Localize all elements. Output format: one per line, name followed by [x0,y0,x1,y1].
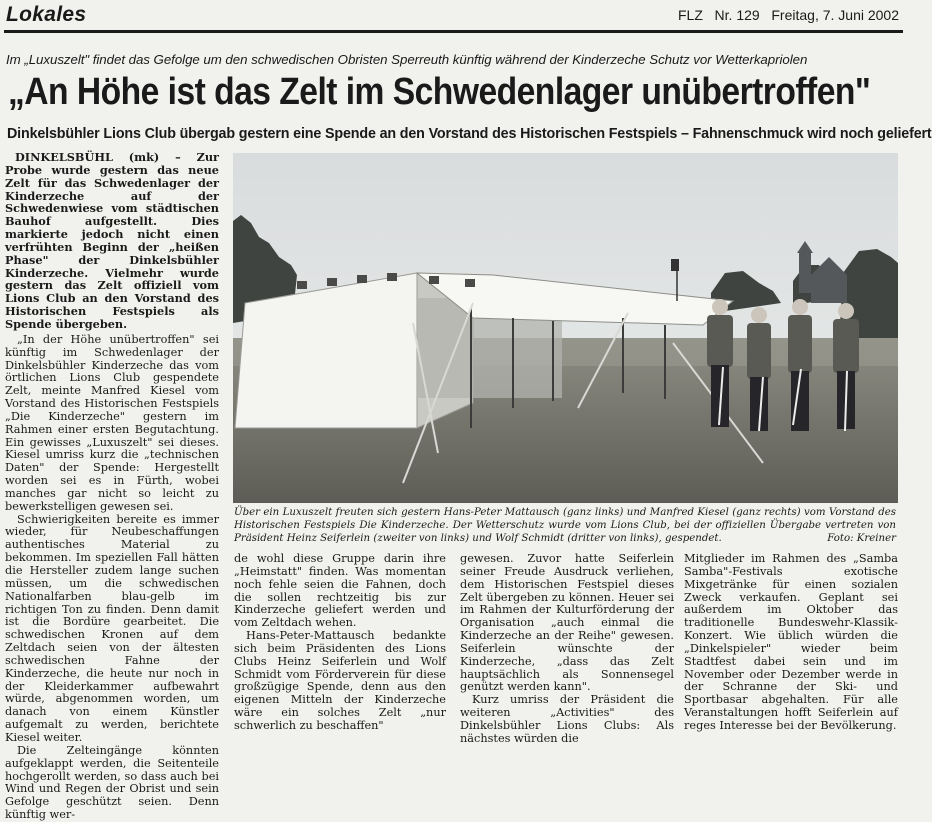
article-column-3 [460,552,674,745]
lead-text: Zur Probe wurde gestern das neue Zelt für das Schwedenlager der Kinderzeche auf der Schwedenwiese vom städtischen Bauhof aufgestellt. Dies markierte jedoch nicht einen verfrühten Beginn der „heißen Phase" der Dinkelsbühler Kinderzeche. Vielmehr wurde gestern das Zelt offiziell vom Lions Club an den Vorstand des Historischen Festspiels als Spende übergeben. [5,150,219,331]
article-subheadline: Dinkelsbühler Lions Club übergab gestern eine Spende an den Vorstand des Historischen Festspiels – Fahnenschmuck wird noch geliefert [7,126,932,142]
article-photo [233,153,898,503]
body-paragraph: Hans-Peter-Mattausch bedankte sich beim Präsidenten des Lions Clubs Heinz Seiferlein und Wolf Schmidt vom Förderverein für diese großzügige Spende, denn aus den eigenen Mitteln der Kinderzeche wäre ein solches Zelt „nur schwerlich zu beschaffen" [234,629,446,732]
body-paragraph: Kurz umriss der Präsident die weiteren „Activities" des Dinkelsbühler Lions Clubs: Als nächstes würden die [460,693,674,745]
article-column-2 [234,552,446,732]
body-paragraph: Schwierigkeiten bereite es immer wieder, für Neubeschaffungen authentisches Material zu bekommen. Im speziellen Fall hätten die Hersteller zudem lange suchen müssen, um die schwedischen Nationalfarben blau-gelb im richtigen Ton zu finden. Denn damit ist die Bordüre gearbeitet. Die schwedischen Kronen auf dem Zeltdach seien von der ältesten schwedischen Fahne der Kinderzeche, die heute nur noch in der Kleiderkammer aufbewahrt würde, abgenommen worden, um danach von einem Künstler aufgemalt zu werden, berichtete Kiesel weiter. [5,512,219,744]
body-paragraph: gewesen. Zuvor hatte Seiferlein seiner Freude Ausdruck verliehen, dem Historischen Festspiel dieses Zelt übergeben zu können. Heuer sei im Rahmen der Kulturförderung der Organisation „auch einmal die Kinderzeche an der Reihe" gewesen. Seiferlein wünschte der Kinderzeche, „dass das Zelt hauptsächlich als Sonnensegel genützt werden kann". [460,552,674,694]
article-column-1 [5,150,219,822]
lead-paragraph [5,151,219,331]
article-kicker: Im „Luxuszelt" findet das Gefolge um den schwedischen Obristen Sperreuth künftig während der Kinderzeche Schutz vor Wetterkapriolen [6,52,808,67]
body-paragraph: de wohl diese Gruppe darin ihre „Heimstatt" finden. Was momentan noch fehle seien die Fahnen, doch die sollen rechtzeitig bis zur Kinderzeche geliefert werden und vom Zeltdach wehen. [234,552,446,630]
body-paragraph: Die Zelteingänge könnten aufgeklappt werden, die Seitenteile hochgerollt werden, so dass auch bei Wind und Regen der Obrist und sein Gefolge geschützt seien. Denn künftig wer- [5,743,219,822]
caption-text: Über ein Luxuszelt freuten sich gestern Hans-Peter Mattausch (ganz links) und Manfred Kiesel (ganz rechts) vom Vorstand des Historischen Festspiels Die Kinderzeche. Der Wetterschutz wurde vom Lions Club, bei der offiziellen Übergabe vertreten von Präsident Heinz Seiferlein (zweiter von links) und Wolf Schmidt (dritter von links), gespendet. [234,507,896,545]
section-title: Lokales [6,3,87,26]
photo-credit: Foto: Kreiner [827,533,896,545]
dateline: DINKELSBÜHL (mk) – [15,150,181,164]
body-paragraph: Mitglieder im Rahmen des „Samba Samba"-Festivals exotische Mixgetränke für einen sozialen Zweck verkaufen. Geplant sei außerdem im Oktober das traditionelle Bundeswehr-Klassik-Konzert. Wie üblich würden die „Dinkelspieler" wieder beim Stadtfest dabei sein und im November oder Dezember werde in der Schranne der Ski- und Sportbasar abgehalten. Für alle Veranstaltungen hofft Seiferlein auf reges Interesse bei der Bevölkerung. [684,552,898,732]
issue-info: FLZ Nr. 129 Freitag, 7. Juni 2002 [678,7,899,23]
article-headline: „An Höhe ist das Zelt im Schwedenlager unübertroffen" [8,71,871,113]
article-column-4 [684,552,898,732]
masthead-rule [4,30,903,33]
photo-caption [234,506,896,545]
body-paragraph: „In der Höhe unübertroffen" sei künftig im Schwedenlager der Dinkelsbühler Kinderzeche das vom örtlichen Lions Club gespendete Zelt, meinte Manfred Kiesel vom Vorstand des Historischen Festspiels „Die Kinderzeche" gestern im Rahmen einer ersten Begutachtung. Ein gewisses „Luxuszelt" sei dieses. Kiesel umriss kurz die „technischen Daten" der Spende: Hergestellt worden sei es in Fürth, wobei manches gar nicht so leicht zu bewerkstelligen gewesen sei. [5,332,219,513]
